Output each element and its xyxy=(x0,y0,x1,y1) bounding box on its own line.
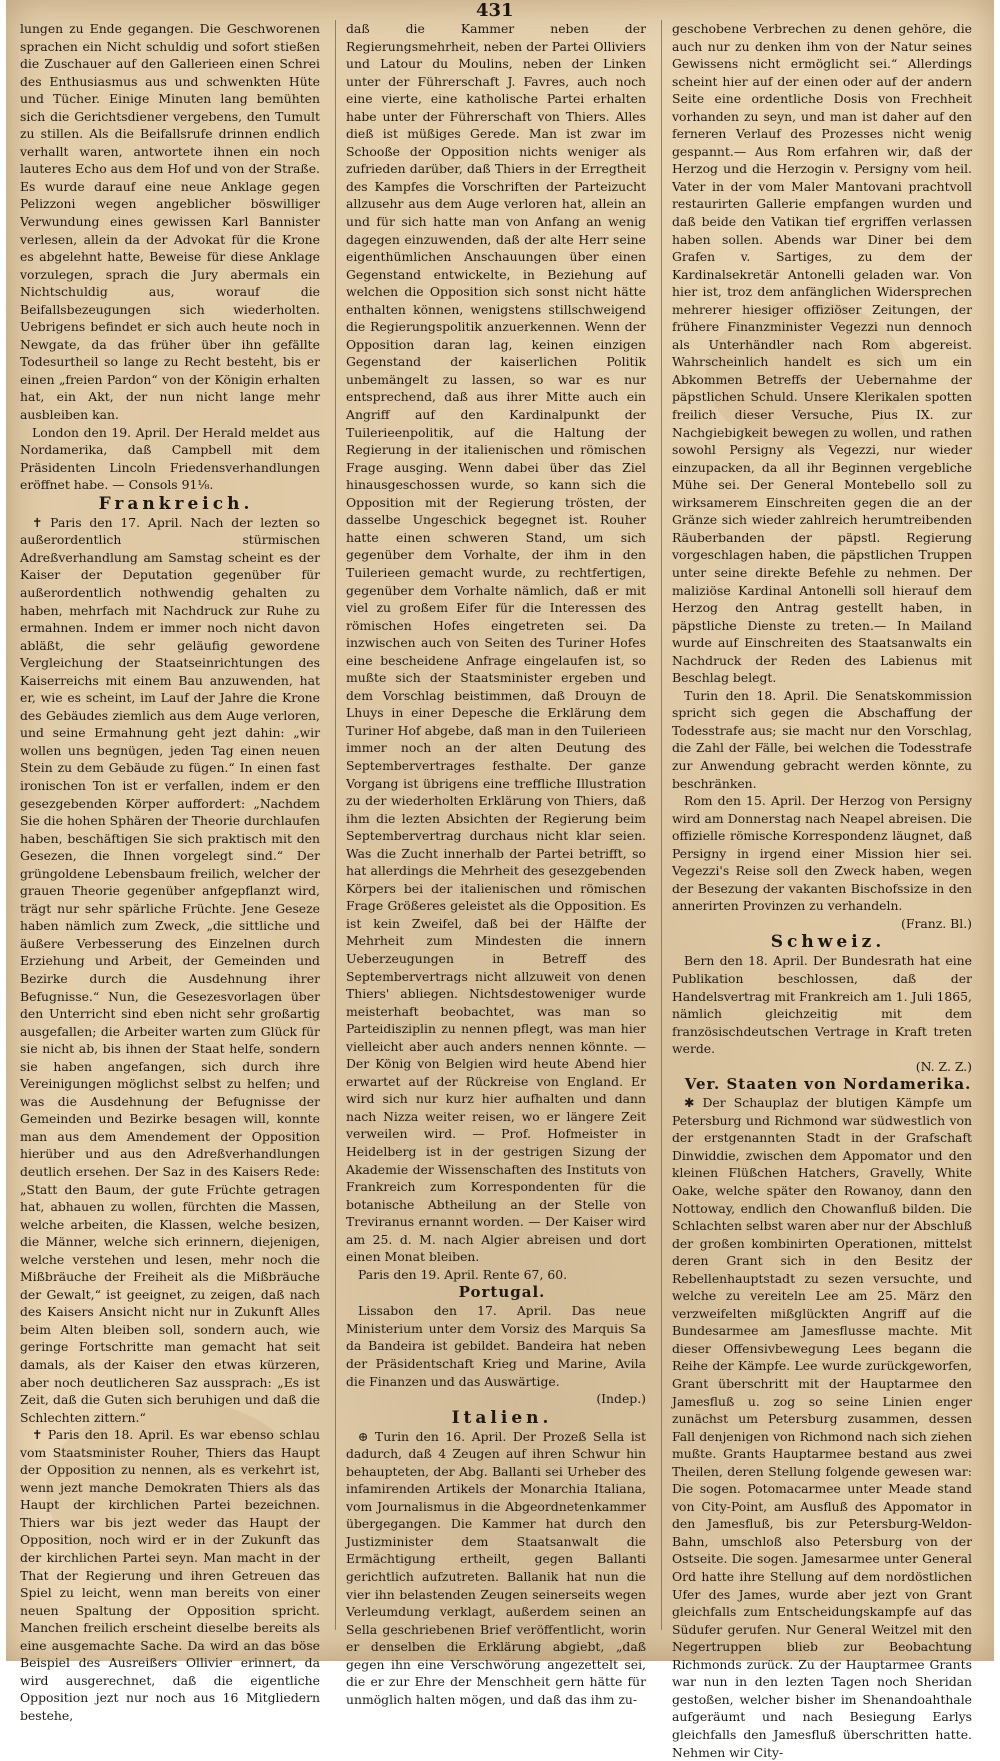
column-1 xyxy=(20,20,320,1723)
columns xyxy=(20,20,980,1760)
article-paragraph: Paris den 19. April. Rente 67, 60. xyxy=(358,1266,568,1282)
article-paragraph: ✝ Paris den 17. April. Nach der lezten so außerordentlich stürmischen Adreßverhandlung am Samstag scheint es der Kaiser der Deputation gegenüber für außerordentlich nothwendig gehalten zu haben, mehrfach mit Nachdruck zur Ruhe zu ermahnen. Indem er immer noch nicht davon abläßt, die sehr geläufig gewordene Vergleichung der Staatseinrichtungen des Kaiserreichs mit einem Bau anzuwenden, hat er, wie es scheint, im Lauf der Jahre die Krone des Gebäudes ziemlich aus dem Auge verloren, und seine Ermahnung geht jezt dahin: „wir wollen uns begnügen, jeden Tag einen neuen Stein zu dem Gebäude zu fügen.“ In einen fast ironischen Ton ist er verfallen, indem er den gesezgebenden Körper auffordert: „Nachdem Sie die hohen Sphären der Theorie durchlaufen haben, beschäftigen Sie sich praktisch mit den Gesezen, die Ihnen vorgelegt sind.“ Der grüngoldene Lebensbaum freilich, welcher der grauen Theorie gegenüber anfgepflanzt wird, trägt nur sehr spärliche Früchte. Jene Geseze haben nämlich zum Zweck, „die sittliche und äußere Verbesserung des Einzelnen durch Erziehung und Arbeit, der Gemeinden und Bezirke durch die Ausdehnung ihrer Befugnisse.“ Nun, die Gesezesvorlagen über den Unterricht sind eben nicht sehr großartig ausgefallen; die Arbeiter warten zum Glück für sie nicht ab, bis ihnen der Staat helfe, sondern sie haben angefangen, sich durch ihre Vereinigungen möglichst selbst zu helfen; und was die Ausdehnung der Befugnisse der Gemeinden und Bezirke besagen will, konnte man aus dem Amendement der Opposition hierüber und aus den Adreßverhandlungen deutlich ersehen. Der Saz in des Kaisers Rede: „Statt den Baum, der gute Früchte getragen hat, abhauen zu wollen, fürchten die Massen, welche arbeiten, die Klassen, welche besizen, die Männer, welche sich erinnern, diejenigen, welche verstehen und lesen, mehr noch die Mißbräuche der Freiheit als die Mißbräuche der Gewalt,“ ist geeignet, zu zeigen, daß nach des Kaisers Ansicht nicht nur in Zukunft Alles beim Alten bleiben soll, sondern auch, wie geringe Fortschritte man gemacht hat seit damals, als der Kaiser den etwas kürzeren, aber noch deutlicheren Saz aussprach: „Es ist Zeit, daß die Guten sich beruhigen und daß die Schlechten zittern.“ xyxy=(20,514,320,1425)
section-heading: Portugal. xyxy=(458,1283,546,1302)
article-paragraph: ⊕ Turin den 16. April. Der Prozeß Sella ist dadurch, daß 4 Zeugen auf ihren Schwur hin behaupteten, der Abg. Ballanti sei Urheber des infamirenden Artikels der Monarchia Italiana, vom Journalismus in die Abgeordnetenkammer übergegangen. Die Kammer hat durch den Justizminister dem Staatsanwalt die Ermächtigung ertheilt, gegen Ballanti gerichtlich aufzutreten. Ballanik hat nun die vier ihn belastenden Zeugen seinerseits wegen Verleumdung verklagt, außerdem seinen an Sella geschriebenen Brief veröffentlicht, worin er denselben die Erklärung abgiebt, „daß gegen ihn eine Verschwörung angezettelt sei, die er zur Ehre der Menschheit gern hätte für unmöglich halten mögen, und daß das ihm zu- xyxy=(346,1428,646,1707)
section-heading: Frankreich. xyxy=(98,493,254,514)
source-note: (Franz. Bl.) xyxy=(901,915,972,931)
newspaper-page xyxy=(6,0,994,1760)
column-rule xyxy=(335,20,336,1630)
column-3 xyxy=(672,20,972,1760)
article-paragraph: London den 19. April. Der Herald meldet aus Nordamerika, daß Campbell mit dem Präsidenten Lincoln Friedensverhandlungen eröffnet habe. — Consols 91⅛. xyxy=(20,424,320,493)
article-paragraph: daß die Kammer neben der Regierungsmehrheit, neben der Partei Olliviers und Latour du Moulins, neben der Linken unter der Führerschaft J. Favres, auch noch eine vierte, eine katholische Partei erhalten habe unter der Führerschaft von Thiers. Alles dieß ist müßiges Gerede. Man ist zwar im Schooße der Opposition nichts weniger als zufrieden darüber, daß Thiers in der Erregtheit des Kampfes die Vorschriften der Parteizucht allzusehr aus dem Auge verloren hat, allein an und für sich hatte man von Anfang an wenig dagegen einzuwenden, daß der alte Herr seine eigenthümlichen Anschauungen über einen Gegenstand entwickelte, in Beziehung auf welchen die Opposition sich sonst nicht hätte enthalten können, wenigstens stillschweigend die Regierungspolitik anzuerkennen. Wenn der Opposition daran lag, keinen einzigen Gegenstand der kaiserlichen Politik unbemängelt zu lassen, so war es nur entsprechend, daß aus ihrer Mitte auch ein Angriff auf den Kardinalpunkt der Tuilerieenpolitik, auf die Haltung der Regierung in der italienischen und römischen Frage ausging. Wenn dabei über das Ziel hinausgeschossen wurde, so kann sich die Opposition mit der Regierung trösten, der dasselbe Ungeschick begegnet ist. Rouher hatte einen schweren Stand, um sich gegenüber dem Vorhalte, der ihm in den Tuilerieen gemacht wurde, zu rechtfertigen, gegenüber dem Vorhalte nämlich, daß er mit viel zu großem Eifer für die Interessen des römischen Hofes eingetreten sei. Da inzwischen auch von Seiten des Turiner Hofes eine bescheidene Anfrage eingelaufen ist, so mußte sich der Staatsminister ergeben und dem Vorschlag beistimmen, daß Drouyn de Lhuys in einer Depesche die Erklärung dem Turiner Hof abgebe, daß man in den Tuilerieen immer noch an der alten Deutung des Septembervertrages festhalte. Der ganze Vorgang ist übrigens eine treffliche Illustration zu der wiederholten Erklärung von Thiers, daß ihm die lezten Absichten der Regierung beim Septembervertrag durchaus nicht klar seien. Was die Zucht innerhalb der Partei betrifft, so hat allerdings die Mehrheit des gesezgebenden Körpers bei der italienischen und römischen Frage Größeres geleistet als die Opposition. Es ist kein Zweifel, daß bei der Hälfte der Mehrheit zum Mindesten die innern Ueberzeugungen in Betreff des Septembervertrags nicht allzuweit von denen Thiers' abliegen. Nichtsdestoweniger wurde meisterhaft beobachtet, was man so Parteidisziplin zu nennen pflegt, was man hier vielleicht aber auch anders nennen könnte. — Der König von Belgien wird heute Abend hier erwartet auf der Rückreise von England. Er wird sich nur kurz hier aufhalten und dann nach Nizza weiter reisen, wo er längere Zeit verweilen wird. — Prof. Hofmeister in Heidelberg ist in der gestrigen Sizung der Akademie der Wissenschaften des Instituts von Frankreich zum Korrespondenten für die botanische Abtheilung an der Stelle von Treviranus ernannt worden. — Der Kaiser wird am 25. d. M. nach Algier abreisen und dort einen Monat bleiben. xyxy=(346,21,646,1265)
article-paragraph: Rom den 15. April. Der Herzog von Persigny wird am Donnerstag nach Neapel abreisen. Die offizielle römische Korrespondenz läugnet, daß Persigny in irgend einer Mission hier sei. Vegezzi's Reise soll den Zweck haben, wegen der Besezung der vakanten Bischofssize in den annerirten Provinzen zu verhandeln. xyxy=(672,793,972,914)
article-paragraph: Bern den 18. April. Der Bundesrath hat eine Publikation beschlossen, daß der Handelsvertrag mit Frankreich am 1. Juli 1865, nämlich gleichzeitig mit dem französischdeutschen Vertrage in Kraft treten werde. xyxy=(672,953,972,1057)
section-heading: Italien. xyxy=(451,1407,553,1428)
column-rule xyxy=(661,20,662,1630)
article-paragraph: ✱ Der Schauplaz der blutigen Kämpfe um Petersburg und Richmond war südwestlich von der erstgenannten Stadt in der Grafschaft Dinwiddie, zwischen dem Appomator und den kleinen Flüßchen Hatchers, Gravelly, White Oake, welche später den Rowanoy, dann den Nottoway, endlich den Chowanfluß bilden. Die Schlachten selbst waren aber nur der Abschluß der großen kombinirten Operationen, mittelst deren Grant sich in den Besitz der Rebellenhauptstadt zu sezen versuchte, und welche zu vereiteln Lee am 25. März den verzweifelten mißglückten Angriff auf die Bundesarmee am Jamesflusse machte. Mit dieser Offensivbewegung Lees begann die Reihe der Kämpfe. Lee wurde zurückgeworfen, Grant überschritt mit der Hauptarmee den Jamesfluß u. zog so seine Linien enger zunächst um Petersburg zusammen, dessen Fall denjenigen von Richmond nach sich ziehen mußte. Grants Hauptarmee bestand aus zwei Theilen, deren Stellung folgende gewesen war: Die sogen. Potomacarmee unter Meade stand von City-Point, am Ausfluß des Appomator in den Jamesfluß, bis zur Petersburg-Weldon-Bahn, umschloß also Petersburg von der Ostseite. Die sogen. Jamesarmee unter General Ord hatte ihre Stellung auf dem nordöstlichen Ufer des James, wurde aber jezt von Grant gleichfalls zum Entscheidungskampfe auf das Südufer gerufen. Nur General Weitzel mit den Negertruppen blieb zur Beobachtung Richmonds zurück. Zu der Hauptarmee Grants war nun in den lezten Tagen noch Sheridan gestoßen, welcher bisher im Shenandoahthale aufgeräumt und nach Besiegung Earlys gleichfalls den Jamesfluß überschritten hatte. Nehmen wir City- xyxy=(672,1095,972,1760)
column-2 xyxy=(346,20,646,1707)
section-heading: Ver. Staaten von Nordamerika. xyxy=(684,1075,972,1094)
section-heading: Schweiz. xyxy=(770,932,886,953)
article-paragraph: lungen zu Ende gegangen. Die Geschworenen sprachen ein Nicht schuldig und sofort stießen die Zuschauer auf den Gallerieen einen Schrei des Enthusiasmus aus und schwenkten Hüte und Tücher. Einige Minuten lang bemühten sich die Gerichtsdiener vergebens, den Tumult zu stillen. Als die Beifallsrufe drinnen endlich verhallt waren, antwortete ihnen ein noch lauteres Echo aus dem Hof und von der Straße. Es wurde darauf eine neue Anklage gegen Pelizzoni wegen angeblicher böswilliger Verwundung eines gewissen Karl Bannister verlesen, allein da der Advokat für die Krone es abgelehnt hatte, Beweise für diese Anklage vorzulegen, sprach die Jury abermals ein Nichtschuldig aus, worauf die Beifallsbezeugungen sich wiederholten. Uebrigens befindet er sich auch heute noch in Newgate, da das früher über ihn gefällte Todesurtheil so lange zu Recht besteht, bis er einen „freien Pardon“ von der Königin erhalten hat, ein Akt, der nun nicht lange mehr ausbleiben kan. xyxy=(20,21,320,423)
source-note: (Indep.) xyxy=(596,1391,646,1407)
article-paragraph: Lissabon den 17. April. Das neue Ministerium unter dem Vorsiz des Marquis Sa da Bandeira ist gebildet. Bandeira hat neben der Präsidentschaft Krieg und Marine, Avila die Finanzen und das Auswärtige. xyxy=(346,1303,646,1389)
page-number: 431 xyxy=(476,0,514,21)
article-paragraph: Turin den 18. April. Die Senatskommission spricht sich gegen die Abschaffung der Todesstrafe aus; sie macht nur den Vorschlag, die Zahl der Fälle, bei welchen die Todesstrafe zur Anwendung gebracht werden könnte, zu beschränken. xyxy=(672,687,972,791)
article-paragraph: geschobene Verbrechen zu denen gehöre, die auch nur zu denken ihm von der Natur seines Gewissens nicht ermöglicht sei.“ Allerdings scheint hier auf der einen oder auf der andern Seite eine ordentliche Dosis von Frechheit vorhanden zu seyn, und man ist daher auf den ferneren Verlauf des Prozesses nicht wenig gespannt.— Aus Rom erfahren wir, daß der Herzog und die Herzogin v. Persigny vom heil. Vater in der vom Maler Mantovani prachtvoll restaurirten Gallerie empfangen wurden und daß beide den Vatikan tief ergriffen verlassen haben sollen. Abends war Diner bei dem Grafen v. Sartiges, zu dem der Kardinalsekretär Antonelli geladen war. Von hier ist, troz dem anfänglichen Widersprechen mehrerer hiesiger offiziöser Zeitungen, der frühere Finanzminister Vegezzi nun dennoch als Unterhändler nach Rom abgereist. Wahrscheinlich handelt es sich um ein Abkommen Betreffs der Uebernahme der päpstlichen Schuld. Unsere Klerikalen spotten freilich dieser Versuche, Pius IX. zur Nachgiebigkeit bewegen zu wollen, und rathen sowohl Persigny als Vegezzi, nur wieder einzupacken, da all ihr Beginnen vergebliche Mühe sei. Der General Montebello soll zu wirksamerem Einschreiten gegen die an der Gränze sich wieder zahlreich herumtreibenden Räuberbanden der päpstl. Regierung vorgeschlagen haben, die päpstlichen Truppen unter seine direkte Befehle zu nehmen. Der maliziöse Kardinal Antonelli soll hierauf dem Herzog den Antrag gestellt haben, in päpstliche Dienste zu treten.— In Mailand wurde auf Einschreiten des Staatsanwalts ein Nachdruck der Reden des Labienus mit Beschlag belegt. xyxy=(672,21,972,686)
article-paragraph: ✝ Paris den 18. April. Es war ebenso schlau vom Staatsminister Rouher, Thiers das Haupt der Opposition zu nennen, als es verkehrt ist, wenn jezt manche Demokraten Thiers als das Haupt der kirchlichen Partei bezeichnen. Thiers war bis jezt weder das Haupt der Opposition, noch wird er in der Zukunft das der kirchlichen Partei seyn. Man macht in der That der Regierung und ihren Getreuen das Spiel zu leicht, wenn man bereits von einer neuen Spaltung der Opposition spricht. Manchen freilich erscheint dieselbe bereits als eine ausgemachte Sache. Da wird an das böse Beispiel des Ausreißers Ollivier erinnert, da wird ausgerechnet, daß die eigentliche Opposition jezt nur noch aus 16 Mitgliedern bestehe, xyxy=(20,1427,320,1723)
source-note: (N. Z. Z.) xyxy=(915,1058,972,1074)
